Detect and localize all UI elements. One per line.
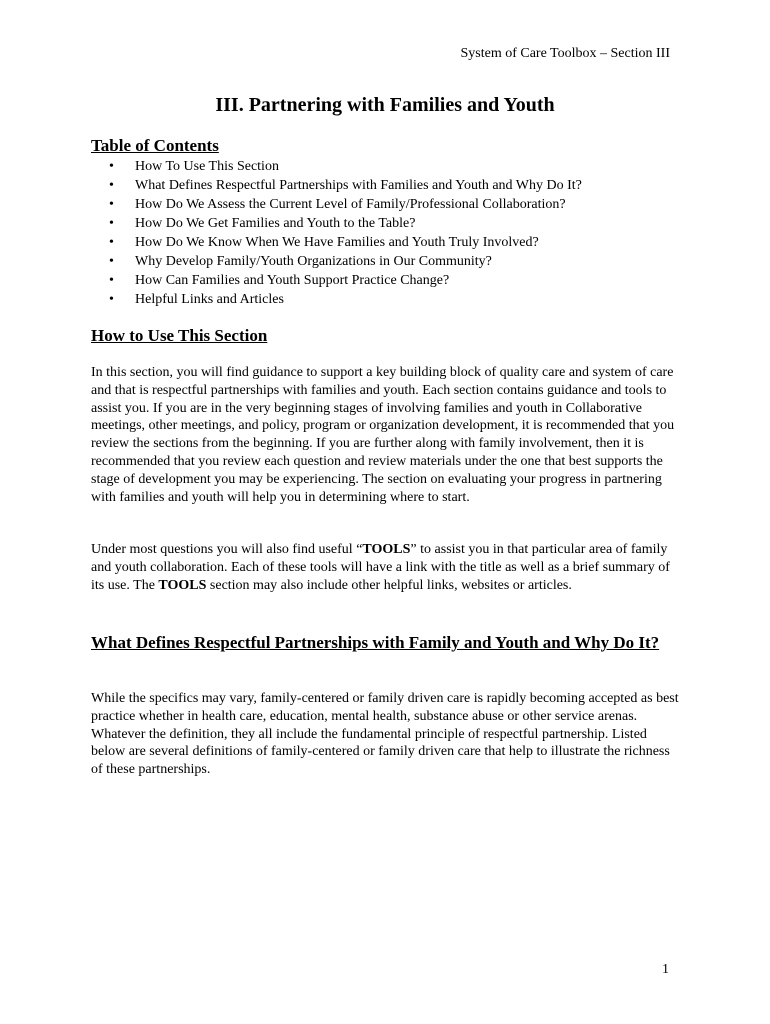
paragraph-how-to-use-2: Under most questions you will also find useful “TOOLS” to assist you in that particular area of family and youth collaboration. Each of these tools will have a link with the title as well as a brief summary of its use. The TOOLS section may also include other helpful links, websites or articles. — [91, 542, 670, 593]
toc-item[interactable]: • How To Use This Section — [109, 159, 279, 174]
section-heading-what-defines: What Defines Respectful Partnerships with Family and Youth and Why Do It? — [91, 633, 660, 652]
toc-item[interactable]: • What Defines Respectful Partnerships with Families and Youth and Why Do It? — [109, 178, 582, 193]
toc-item[interactable]: • How Can Families and Youth Support Practice Change? — [109, 273, 450, 288]
toc-heading: Table of Contents — [91, 136, 219, 155]
toc-item[interactable]: • Helpful Links and Articles — [109, 292, 284, 307]
bullet-icon: • — [109, 159, 114, 174]
toc-item[interactable]: • How Do We Get Families and Youth to the Table? — [109, 216, 416, 231]
bullet-icon: • — [109, 235, 114, 250]
bullet-icon: • — [109, 216, 114, 231]
paragraph-how-to-use-1: In this section, you will find guidance to support a key building block of quality care and system of care and that is respectful partnerships with families and youth. Each section contains guidance and tools to assist you. If you are in the very beginning stages of involving families and youth in Collaborative meetings, other meetings, and policy, program or organization development, it is recommended that you review the sections from the beginning. If you are further along with family involvement, then it is recommended that you review each question and review materials under the one that best supports the stage of development you may be experiencing. The section on evaluating your progress in partnering with families and youth will help you in determining where to start. — [91, 365, 675, 505]
bullet-icon: • — [109, 273, 114, 288]
paragraph-what-defines: While the specifics may vary, family-centered or family driven care is rapidly becoming accepted as best practice whether in health care, education, mental health, substance abuse or other service arenas. Whatever the definition, they all include the fundamental principle of respectful partnership. Listed below are several definitions of family-centered or family driven care that help to illustrate the richness of these partnerships. — [91, 691, 679, 778]
page-title: III. Partnering with Families and Youth — [215, 94, 555, 116]
toc-item[interactable]: • Why Develop Family/Youth Organizations in Our Community? — [109, 254, 492, 269]
bullet-icon: • — [109, 197, 114, 212]
tools-emphasis: TOOLS — [158, 577, 207, 593]
toc-item[interactable]: • How Do We Know When We Have Families and Youth Truly Involved? — [109, 235, 539, 250]
toc-list — [109, 157, 582, 309]
toc-item[interactable]: • How Do We Assess the Current Level of Family/Professional Collaboration? — [109, 197, 566, 212]
section-heading-how-to-use: How to Use This Section — [91, 326, 268, 345]
page-number: 1 — [662, 962, 669, 977]
running-header: System of Care Toolbox – Section III — [460, 46, 670, 61]
tools-emphasis: TOOLS — [362, 542, 411, 557]
bullet-icon: • — [109, 254, 114, 269]
bullet-icon: • — [109, 178, 114, 193]
bullet-icon: • — [109, 292, 114, 307]
